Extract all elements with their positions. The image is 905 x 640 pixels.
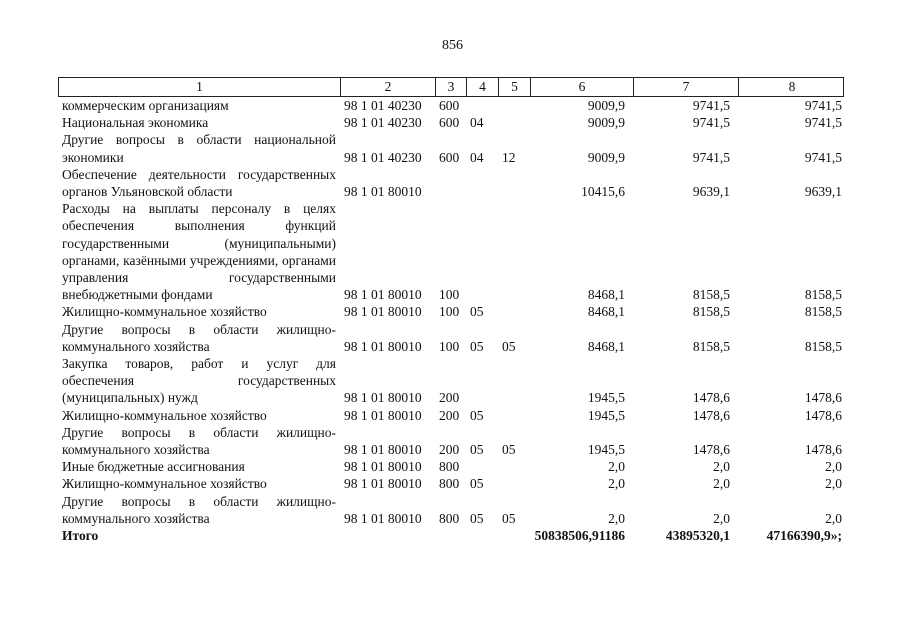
row-code: 98 1 01 80010 [344, 442, 422, 458]
row-vr: 100 [439, 287, 460, 303]
row-code: 98 1 01 80010 [344, 459, 422, 475]
row-code: 98 1 01 40230 [344, 149, 422, 165]
row-vr: 800 [439, 476, 460, 492]
row-value-col6: 8468,1 [587, 338, 625, 354]
row-value-col6: 2,0 [608, 476, 625, 492]
row-rz: 05 [470, 407, 484, 423]
column-header-7: 7 [634, 78, 739, 96]
row-value-col8: 8158,5 [804, 304, 842, 320]
column-header-4: 4 [467, 78, 499, 96]
total-value-col7: 43895320,1 [665, 528, 730, 544]
row-value-col7: 9741,5 [692, 115, 730, 131]
row-value-col6: 2,0 [608, 510, 625, 526]
row-name: Жилищно-коммунальное хозяйство [62, 476, 267, 492]
row-rz: 04 [470, 115, 484, 131]
table-row [58, 475, 844, 492]
column-header-5: 5 [499, 78, 531, 96]
row-value-col8: 2,0 [825, 459, 842, 475]
row-vr: 100 [439, 304, 460, 320]
row-rz: 05 [470, 304, 484, 320]
table-row [58, 458, 844, 475]
row-vr: 200 [439, 390, 460, 406]
row-value-col7: 9741,5 [692, 98, 730, 113]
total-row [58, 527, 844, 544]
row-value-col6: 1945,5 [587, 390, 625, 406]
row-value-col8: 9741,5 [804, 98, 842, 113]
row-value-col8: 2,0 [825, 510, 842, 526]
table-row [58, 321, 844, 355]
row-value-col6: 1945,5 [587, 442, 625, 458]
row-value-col8: 9741,5 [804, 149, 842, 165]
row-value-col7: 2,0 [713, 476, 730, 492]
row-value-col7: 8158,5 [692, 338, 730, 354]
total-value-col6: 50838506,91186 [534, 528, 625, 544]
row-rz: 05 [470, 442, 484, 458]
row-value-col8: 9741,5 [804, 115, 842, 131]
row-name: Расходы на выплаты персоналу в целях обеспечения выполнения функций государственными (муниципальными) органами, казёнными учреждениями, органами управления государственными внебюджетными фондами [62, 201, 336, 303]
row-value-col7: 1478,6 [692, 407, 730, 423]
column-header-2: 2 [341, 78, 436, 96]
row-pr: 05 [502, 442, 516, 458]
table-body [58, 97, 844, 527]
column-header-3: 3 [436, 78, 467, 96]
table-row [58, 200, 844, 303]
row-value-col8: 8158,5 [804, 338, 842, 354]
table-row [58, 493, 844, 527]
row-value-col6: 10415,6 [581, 184, 625, 200]
row-rz: 04 [470, 149, 484, 165]
row-name: Другие вопросы в области жилищно-коммунального хозяйства [62, 424, 336, 458]
row-code: 98 1 01 40230 [344, 98, 422, 113]
row-name: Другие вопросы в области жилищно-коммунального хозяйства [62, 493, 336, 526]
budget-table [58, 77, 844, 544]
table-header-row [58, 77, 844, 97]
row-name: Закупка товаров, работ и услуг для обеспечения государственных (муниципальных) нужд [62, 356, 336, 406]
row-code: 98 1 01 80010 [344, 390, 422, 406]
row-code: 98 1 01 80010 [344, 338, 422, 354]
row-value-col6: 1945,5 [587, 407, 625, 423]
row-name: Обеспечение деятельности государственных органов Ульяновской области [62, 166, 336, 200]
row-rz: 05 [470, 510, 484, 526]
row-vr: 800 [439, 459, 460, 475]
row-code: 98 1 01 80010 [344, 184, 422, 200]
row-value-col6: 2,0 [608, 459, 625, 475]
row-rz: 05 [470, 476, 484, 492]
row-name: Жилищно-коммунальное хозяйство [62, 304, 267, 320]
row-code: 98 1 01 80010 [344, 304, 422, 320]
row-rz: 05 [470, 338, 484, 354]
row-value-col6: 9009,9 [587, 98, 625, 113]
row-vr: 600 [439, 115, 460, 131]
row-code: 98 1 01 80010 [344, 407, 422, 423]
row-name: коммерческим организациям [62, 98, 229, 113]
row-value-col8: 8158,5 [804, 287, 842, 303]
row-value-col7: 1478,6 [692, 390, 730, 406]
row-pr: 05 [502, 510, 516, 526]
row-name: Жилищно-коммунальное хозяйство [62, 407, 267, 423]
total-label: Итого [62, 528, 99, 544]
table-row [58, 355, 844, 407]
row-vr: 200 [439, 407, 460, 423]
table-row [58, 131, 844, 165]
table-row [58, 303, 844, 320]
row-value-col6: 9009,9 [587, 115, 625, 131]
row-pr: 05 [502, 338, 516, 354]
row-code: 98 1 01 80010 [344, 476, 422, 492]
row-value-col6: 8468,1 [587, 287, 625, 303]
row-code: 98 1 01 80010 [344, 510, 422, 526]
row-vr: 600 [439, 98, 460, 113]
row-vr: 100 [439, 338, 460, 354]
total-value-col8: 47166390,9»; [766, 528, 842, 544]
row-name: Иные бюджетные ассигнования [62, 459, 245, 475]
row-vr: 600 [439, 149, 460, 165]
row-vr: 200 [439, 442, 460, 458]
row-value-col7: 2,0 [713, 510, 730, 526]
page-number: 856 [442, 38, 463, 53]
row-vr: 800 [439, 510, 460, 526]
table-row [58, 407, 844, 424]
row-value-col8: 9639,1 [804, 184, 842, 200]
row-value-col6: 9009,9 [587, 149, 625, 165]
row-name: Другие вопросы в области национальной экономики [62, 132, 336, 165]
column-header-8: 8 [788, 79, 796, 94]
row-name: Другие вопросы в области жилищно-коммунального хозяйства [62, 321, 336, 354]
table-row [58, 166, 844, 200]
row-code: 98 1 01 40230 [344, 115, 422, 131]
column-header-1: 1 [59, 78, 341, 96]
table-row [58, 114, 844, 131]
row-value-col8: 1478,6 [804, 390, 842, 406]
row-value-col7: 9639,1 [692, 184, 730, 200]
row-value-col8: 1478,6 [804, 407, 842, 423]
row-value-col8: 1478,6 [804, 442, 842, 458]
row-value-col7: 8158,5 [692, 287, 730, 303]
row-value-col8: 2,0 [825, 476, 842, 492]
row-value-col6: 8468,1 [587, 304, 625, 320]
table-row [58, 424, 844, 458]
row-code: 98 1 01 80010 [344, 287, 422, 303]
row-pr: 12 [502, 149, 516, 165]
row-value-col7: 9741,5 [692, 149, 730, 165]
row-value-col7: 2,0 [713, 459, 730, 475]
row-value-col7: 8158,5 [692, 304, 730, 320]
row-name: Национальная экономика [62, 115, 209, 131]
table-row [58, 97, 844, 114]
column-header-6: 6 [531, 78, 634, 96]
row-value-col7: 1478,6 [692, 442, 730, 458]
